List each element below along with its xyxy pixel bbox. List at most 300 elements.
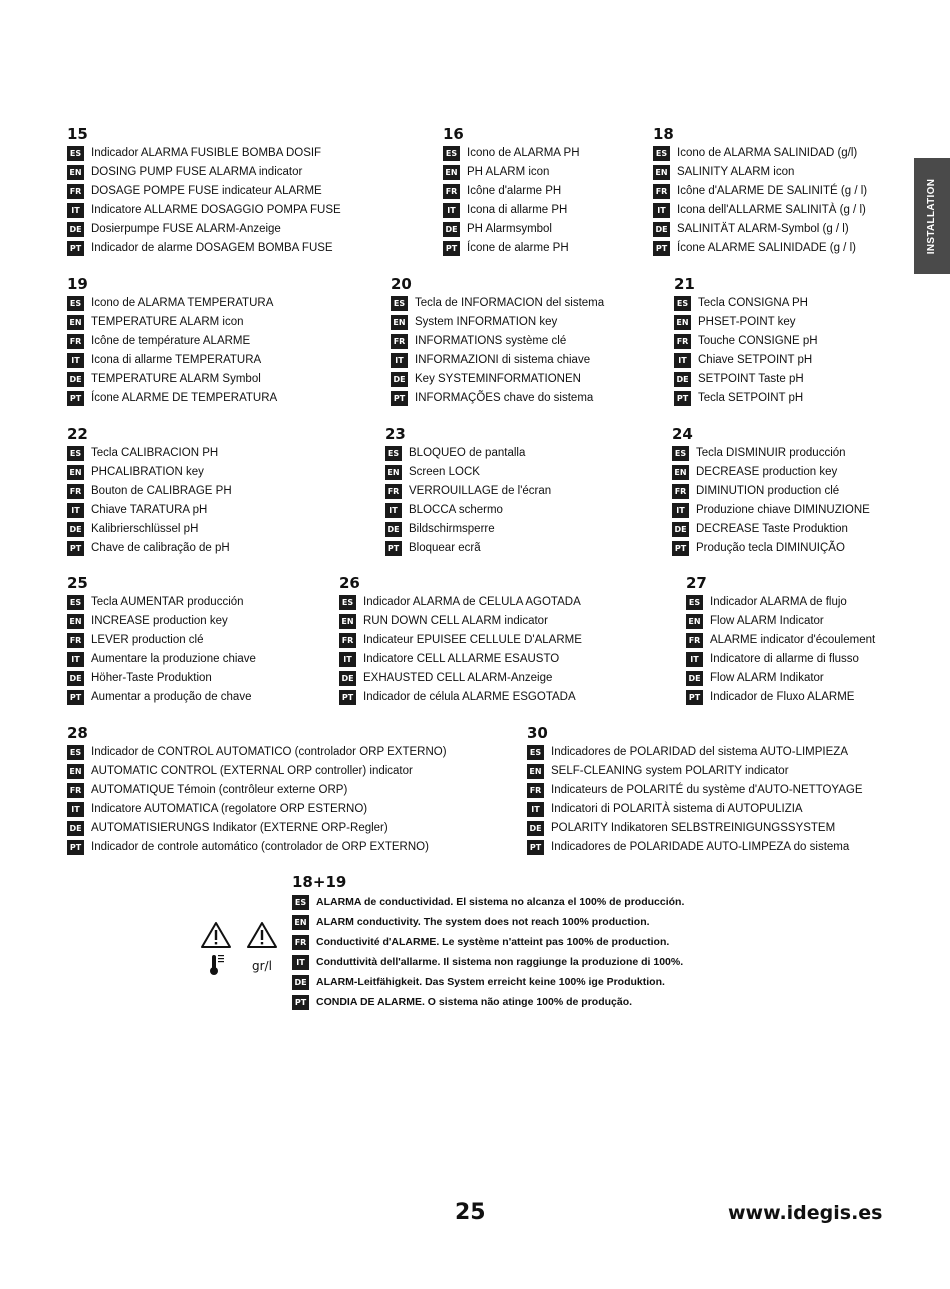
language-row bbox=[653, 220, 867, 239]
language-badge: FR bbox=[67, 783, 84, 798]
row-text: CONDIA DE ALARME. O sistema não atinge 100% de produção. bbox=[316, 995, 633, 1008]
language-row bbox=[653, 144, 867, 163]
row-text: Indicatore AUTOMATICA (regolatore ORP ESTERNO) bbox=[91, 803, 368, 815]
language-badge: EN bbox=[67, 165, 84, 180]
language-row bbox=[67, 482, 232, 501]
language-row bbox=[67, 743, 447, 762]
language-row bbox=[67, 612, 256, 631]
alarm-icons-group bbox=[200, 921, 290, 981]
language-badge: FR bbox=[653, 184, 670, 199]
language-row bbox=[674, 351, 818, 370]
language-badge: IT bbox=[339, 652, 356, 667]
row-text: LEVER production clé bbox=[91, 634, 204, 646]
row-text: RUN DOWN CELL ALARM indicator bbox=[363, 615, 548, 627]
block-number: 18 bbox=[653, 125, 674, 143]
row-text: Produzione chiave DIMINUZIONE bbox=[696, 504, 870, 516]
language-badge: PT bbox=[653, 241, 670, 256]
language-row bbox=[653, 201, 867, 220]
language-row bbox=[339, 650, 582, 669]
row-text: Bildschirmsperre bbox=[409, 523, 495, 535]
legend-block-24 bbox=[672, 426, 870, 558]
language-badge: PT bbox=[292, 995, 309, 1010]
language-badge: ES bbox=[67, 296, 84, 311]
side-tab-label: INSTALLATION bbox=[926, 178, 938, 254]
row-text: ALARME indicator d'écoulement bbox=[710, 634, 876, 646]
language-badge: ES bbox=[67, 595, 84, 610]
row-text: VERROUILLAGE de l'écran bbox=[409, 485, 552, 497]
row-text: Indicadores de POLARIDAD del sistema AUTO-LIMPIEZA bbox=[551, 746, 848, 758]
row-text: POLARITY Indikatoren SELBSTREINIGUNGSSYSTEM bbox=[551, 822, 836, 834]
block-number: 18+19 bbox=[292, 873, 347, 891]
language-badge: EN bbox=[67, 315, 84, 330]
language-row bbox=[674, 332, 818, 351]
language-row bbox=[339, 612, 582, 631]
language-row bbox=[527, 800, 863, 819]
language-row bbox=[385, 539, 551, 558]
row-text: DIMINUTION production clé bbox=[696, 485, 840, 497]
language-badge: ES bbox=[391, 296, 408, 311]
language-row bbox=[67, 593, 256, 612]
block-number: 22 bbox=[67, 425, 88, 443]
row-text: BLOQUEO de pantalla bbox=[409, 447, 526, 459]
language-row bbox=[67, 220, 341, 239]
language-badge: FR bbox=[292, 935, 309, 950]
thermometer-icon bbox=[210, 955, 224, 975]
language-row bbox=[67, 520, 232, 539]
language-badge: DE bbox=[67, 522, 84, 537]
language-row bbox=[385, 520, 551, 539]
language-row bbox=[67, 444, 232, 463]
legend-block-20 bbox=[391, 276, 604, 408]
row-text: TEMPERATURE ALARM icon bbox=[91, 316, 244, 328]
warning-triangle-icon bbox=[202, 923, 230, 947]
language-badge: EN bbox=[67, 614, 84, 629]
language-badge: IT bbox=[67, 203, 84, 218]
language-badge: IT bbox=[391, 353, 408, 368]
row-text: Ícone ALARME SALINIDADE (g / l) bbox=[677, 242, 856, 254]
legend-block-16 bbox=[443, 126, 580, 258]
language-badge: FR bbox=[339, 633, 356, 648]
language-row bbox=[292, 932, 684, 952]
icons-caption: gr/l bbox=[252, 959, 272, 973]
language-row bbox=[686, 669, 875, 688]
row-text: DOSING PUMP FUSE ALARMA indicator bbox=[91, 166, 303, 178]
language-badge: IT bbox=[67, 802, 84, 817]
block-number: 30 bbox=[527, 724, 548, 742]
block-number: 24 bbox=[672, 425, 693, 443]
language-row bbox=[653, 163, 867, 182]
language-badge: FR bbox=[67, 334, 84, 349]
language-row bbox=[67, 463, 232, 482]
row-text: AUTOMATIC CONTROL (EXTERNAL ORP controller) indicator bbox=[91, 765, 413, 777]
row-text: Kalibrierschlüssel pH bbox=[91, 523, 199, 535]
installation-side-tab bbox=[914, 158, 950, 274]
block-number: 27 bbox=[686, 574, 707, 592]
language-badge: DE bbox=[674, 372, 691, 387]
row-text: SALINITY ALARM icon bbox=[677, 166, 795, 178]
language-badge: EN bbox=[674, 315, 691, 330]
row-text: Indicador de Fluxo ALARME bbox=[710, 691, 855, 703]
block-number: 25 bbox=[67, 574, 88, 592]
language-row bbox=[686, 631, 875, 650]
language-row bbox=[686, 612, 875, 631]
block-number: 19 bbox=[67, 275, 88, 293]
language-badge: DE bbox=[391, 372, 408, 387]
language-badge: PT bbox=[67, 541, 84, 556]
legend-block-23 bbox=[385, 426, 551, 558]
language-row bbox=[67, 389, 277, 408]
language-row bbox=[67, 688, 256, 707]
legend-block-18-19 bbox=[292, 874, 684, 1012]
language-badge: FR bbox=[527, 783, 544, 798]
language-row bbox=[674, 389, 818, 408]
language-row bbox=[67, 669, 256, 688]
row-text: Bouton de CALIBRAGE PH bbox=[91, 485, 232, 497]
row-text: Chave de calibração de pH bbox=[91, 542, 230, 554]
row-text: Indicador de alarme DOSAGEM BOMBA FUSE bbox=[91, 242, 333, 254]
language-badge: PT bbox=[385, 541, 402, 556]
language-row bbox=[391, 313, 604, 332]
row-text: Bloquear ecrã bbox=[409, 542, 481, 554]
language-row bbox=[672, 520, 870, 539]
language-badge: DE bbox=[67, 372, 84, 387]
language-row bbox=[292, 972, 684, 992]
language-badge: ES bbox=[527, 745, 544, 760]
language-badge: IT bbox=[292, 955, 309, 970]
row-text: DECREASE Taste Produktion bbox=[696, 523, 848, 535]
language-badge: PT bbox=[67, 391, 84, 406]
language-badge: PT bbox=[67, 241, 84, 256]
language-row bbox=[67, 239, 341, 258]
language-badge: EN bbox=[67, 764, 84, 779]
language-badge: EN bbox=[67, 465, 84, 480]
language-row bbox=[653, 182, 867, 201]
language-badge: DE bbox=[672, 522, 689, 537]
block-number: 21 bbox=[674, 275, 695, 293]
language-row bbox=[67, 650, 256, 669]
language-badge: ES bbox=[292, 895, 309, 910]
block-number: 20 bbox=[391, 275, 412, 293]
row-text: ALARMA de conductividad. El sistema no alcanza el 100% de producción. bbox=[316, 895, 685, 908]
row-text: Icono de ALARMA PH bbox=[467, 147, 580, 159]
row-text: Aumentare la produzione chiave bbox=[91, 653, 256, 665]
block-number: 16 bbox=[443, 125, 464, 143]
language-badge: EN bbox=[443, 165, 460, 180]
language-badge: EN bbox=[672, 465, 689, 480]
row-text: Icono de ALARMA SALINIDAD (g/l) bbox=[677, 147, 858, 159]
language-badge: IT bbox=[67, 353, 84, 368]
language-badge: DE bbox=[686, 671, 703, 686]
row-text: Indicateur EPUISEE CELLULE D'ALARME bbox=[363, 634, 582, 646]
legend-block-26 bbox=[339, 575, 582, 707]
language-badge: IT bbox=[672, 503, 689, 518]
language-row bbox=[292, 992, 684, 1012]
language-row bbox=[67, 332, 277, 351]
language-row bbox=[674, 313, 818, 332]
row-text: TEMPERATURE ALARM Symbol bbox=[91, 373, 261, 385]
block-number: 26 bbox=[339, 574, 360, 592]
language-row bbox=[67, 501, 232, 520]
language-row bbox=[67, 313, 277, 332]
language-badge: PT bbox=[339, 690, 356, 705]
language-badge: ES bbox=[686, 595, 703, 610]
language-badge: PT bbox=[674, 391, 691, 406]
language-badge: DE bbox=[67, 821, 84, 836]
row-text: Icona dell'ALLARME SALINITÀ (g / l) bbox=[677, 204, 866, 216]
row-text: Indicador ALARMA de CELULA AGOTADA bbox=[363, 596, 581, 608]
row-text: BLOCCA schermo bbox=[409, 504, 503, 516]
language-row bbox=[443, 220, 580, 239]
language-row bbox=[339, 688, 582, 707]
language-badge: DE bbox=[292, 975, 309, 990]
language-badge: IT bbox=[385, 503, 402, 518]
language-badge: FR bbox=[672, 484, 689, 499]
language-badge: PT bbox=[527, 840, 544, 855]
language-row bbox=[443, 182, 580, 201]
block-number: 28 bbox=[67, 724, 88, 742]
row-text: Tecla DISMINUIR producción bbox=[696, 447, 846, 459]
row-text: PH Alarmsymbol bbox=[467, 223, 552, 235]
language-row bbox=[67, 201, 341, 220]
row-text: Icône de température ALARME bbox=[91, 335, 251, 347]
language-badge: EN bbox=[292, 915, 309, 930]
language-row bbox=[67, 539, 232, 558]
language-badge: FR bbox=[67, 633, 84, 648]
legend-block-25 bbox=[67, 575, 256, 707]
language-row bbox=[672, 539, 870, 558]
language-row bbox=[527, 781, 863, 800]
language-badge: ES bbox=[653, 146, 670, 161]
language-row bbox=[385, 463, 551, 482]
language-badge: FR bbox=[443, 184, 460, 199]
language-badge: ES bbox=[443, 146, 460, 161]
language-row bbox=[391, 332, 604, 351]
row-text: Icona di allarme TEMPERATURA bbox=[91, 354, 262, 366]
language-badge: EN bbox=[385, 465, 402, 480]
language-badge: ES bbox=[67, 446, 84, 461]
row-text: INFORMAZIONI di sistema chiave bbox=[415, 354, 591, 366]
language-row bbox=[686, 593, 875, 612]
language-row bbox=[391, 294, 604, 313]
language-badge: FR bbox=[67, 184, 84, 199]
language-badge: FR bbox=[674, 334, 691, 349]
language-row bbox=[385, 482, 551, 501]
language-row bbox=[67, 781, 447, 800]
language-row bbox=[67, 163, 341, 182]
language-badge: IT bbox=[67, 503, 84, 518]
language-badge: DE bbox=[339, 671, 356, 686]
row-text: Indicatore di allarme di flusso bbox=[710, 653, 859, 665]
block-number: 23 bbox=[385, 425, 406, 443]
row-text: Indicatore CELL ALLARME ESAUSTO bbox=[363, 653, 560, 665]
language-badge: DE bbox=[443, 222, 460, 237]
language-badge: EN bbox=[339, 614, 356, 629]
language-badge: IT bbox=[686, 652, 703, 667]
row-text: AUTOMATISIERUNGS Indikator (EXTERNE ORP-Regler) bbox=[91, 822, 388, 834]
row-text: DECREASE production key bbox=[696, 466, 838, 478]
row-text: ALARM-Leitfähigkeit. Das System erreicht keine 100% ige Produktion. bbox=[316, 975, 665, 988]
legend-block-27 bbox=[686, 575, 875, 707]
row-text: Flow ALARM Indicator bbox=[710, 615, 824, 627]
language-badge: DE bbox=[67, 222, 84, 237]
alarm-icons-svg bbox=[200, 921, 290, 981]
row-text: PHSET-POINT key bbox=[698, 316, 796, 328]
row-text: ALARM conductivity. The system does not reach 100% production. bbox=[316, 915, 650, 928]
row-text: Icona di allarme PH bbox=[467, 204, 568, 216]
language-row bbox=[67, 370, 277, 389]
row-text: Indicador ALARMA de flujo bbox=[710, 596, 847, 608]
row-text: Aumentar a produção de chave bbox=[91, 691, 252, 703]
language-badge: EN bbox=[686, 614, 703, 629]
language-row bbox=[527, 743, 863, 762]
language-row bbox=[67, 800, 447, 819]
row-text: Indicador ALARMA FUSIBLE BOMBA DOSIF bbox=[91, 147, 322, 159]
language-row bbox=[67, 182, 341, 201]
language-row bbox=[67, 294, 277, 313]
language-row bbox=[443, 144, 580, 163]
language-badge: ES bbox=[67, 146, 84, 161]
language-badge: IT bbox=[443, 203, 460, 218]
language-badge: PT bbox=[67, 690, 84, 705]
language-row bbox=[339, 669, 582, 688]
language-row bbox=[527, 838, 863, 857]
language-badge: ES bbox=[339, 595, 356, 610]
language-badge: PT bbox=[672, 541, 689, 556]
language-row bbox=[391, 389, 604, 408]
language-row bbox=[527, 762, 863, 781]
legend-block-15 bbox=[67, 126, 341, 258]
row-text: Key SYSTEMINFORMATIONEN bbox=[415, 373, 581, 385]
language-row bbox=[443, 239, 580, 258]
language-badge: PT bbox=[391, 391, 408, 406]
language-row bbox=[674, 294, 818, 313]
row-text: Tecla CONSIGNA PH bbox=[698, 297, 808, 309]
language-row bbox=[443, 201, 580, 220]
language-row bbox=[385, 444, 551, 463]
language-row bbox=[391, 351, 604, 370]
legend-block-18 bbox=[653, 126, 867, 258]
row-text: Produção tecla DIMINUIÇÃO bbox=[696, 542, 845, 554]
language-row bbox=[672, 482, 870, 501]
block-number: 15 bbox=[67, 125, 88, 143]
language-row bbox=[292, 952, 684, 972]
language-badge: FR bbox=[385, 484, 402, 499]
language-row bbox=[686, 650, 875, 669]
language-row bbox=[339, 593, 582, 612]
language-badge: FR bbox=[686, 633, 703, 648]
language-badge: IT bbox=[67, 652, 84, 667]
row-text: Indicador de controle automático (controlador de ORP EXTERNO) bbox=[91, 841, 429, 853]
language-badge: EN bbox=[391, 315, 408, 330]
row-text: AUTOMATIQUE Témoin (contrôleur externe ORP) bbox=[91, 784, 348, 796]
language-badge: FR bbox=[391, 334, 408, 349]
row-text: Flow ALARM Indikator bbox=[710, 672, 824, 684]
row-text: SALINITÄT ALARM-Symbol (g / l) bbox=[677, 223, 849, 235]
language-badge: PT bbox=[443, 241, 460, 256]
language-badge: EN bbox=[653, 165, 670, 180]
row-text: INFORMAÇÕES chave do sistema bbox=[415, 392, 594, 404]
language-badge: PT bbox=[686, 690, 703, 705]
row-text: Indicatori di POLARITÀ sistema di AUTOPULIZIA bbox=[551, 803, 803, 815]
row-text: System INFORMATION key bbox=[415, 316, 558, 328]
row-text: Icône d'ALARME DE SALINITÉ (g / l) bbox=[677, 185, 868, 197]
row-text: INCREASE production key bbox=[91, 615, 228, 627]
row-text: Höher-Taste Produktion bbox=[91, 672, 212, 684]
row-text: Indicateurs de POLARITÉ du système d'AUTO-NETTOYAGE bbox=[551, 784, 863, 796]
language-row bbox=[385, 501, 551, 520]
row-text: EXHAUSTED CELL ALARM-Anzeige bbox=[363, 672, 553, 684]
legend-block-30 bbox=[527, 725, 863, 857]
row-text: SELF-CLEANING system POLARITY indicator bbox=[551, 765, 789, 777]
row-text: PH ALARM icon bbox=[467, 166, 550, 178]
legend-block-19 bbox=[67, 276, 277, 408]
row-text: INFORMATIONS système clé bbox=[415, 335, 567, 347]
language-row bbox=[67, 838, 447, 857]
row-text: Icono de ALARMA TEMPERATURA bbox=[91, 297, 274, 309]
language-row bbox=[443, 163, 580, 182]
language-row bbox=[672, 444, 870, 463]
language-badge: ES bbox=[385, 446, 402, 461]
language-row bbox=[672, 501, 870, 520]
row-text: Tecla AUMENTAR producción bbox=[91, 596, 244, 608]
row-text: Icône d'alarme PH bbox=[467, 185, 562, 197]
row-text: Indicadores de POLARIDADE AUTO-LIMPEZA do sistema bbox=[551, 841, 850, 853]
row-text: Tecla CALIBRACION PH bbox=[91, 447, 219, 459]
row-text: DOSAGE POMPE FUSE indicateur ALARME bbox=[91, 185, 322, 197]
row-text: Chiave TARATURA pH bbox=[91, 504, 208, 516]
row-text: PHCALIBRATION key bbox=[91, 466, 204, 478]
row-text: SETPOINT Taste pH bbox=[698, 373, 804, 385]
language-row bbox=[672, 463, 870, 482]
row-text: Conductivité d'ALARME. Le système n'atteint pas 100% de production. bbox=[316, 935, 670, 948]
language-badge: DE bbox=[385, 522, 402, 537]
language-badge: DE bbox=[67, 671, 84, 686]
language-badge: DE bbox=[527, 821, 544, 836]
row-text: Chiave SETPOINT pH bbox=[698, 354, 813, 366]
language-row bbox=[674, 370, 818, 389]
row-text: Ícone de alarme PH bbox=[467, 242, 569, 254]
language-row bbox=[686, 688, 875, 707]
website-url: www.idegis.es bbox=[728, 1202, 883, 1224]
warning-triangle-icon bbox=[248, 923, 276, 947]
language-badge: DE bbox=[653, 222, 670, 237]
language-row bbox=[67, 819, 447, 838]
row-text: Tecla de INFORMACION del sistema bbox=[415, 297, 605, 309]
language-row bbox=[67, 144, 341, 163]
language-row bbox=[67, 762, 447, 781]
row-text: Dosierpumpe FUSE ALARM-Anzeige bbox=[91, 223, 281, 235]
language-row bbox=[653, 239, 867, 258]
language-badge: PT bbox=[67, 840, 84, 855]
row-text: Touche CONSIGNE pH bbox=[698, 335, 818, 347]
language-row bbox=[67, 351, 277, 370]
row-text: Ícone ALARME DE TEMPERATURA bbox=[91, 392, 278, 404]
language-row bbox=[292, 892, 684, 912]
language-badge: ES bbox=[672, 446, 689, 461]
language-row bbox=[292, 912, 684, 932]
legend-block-28 bbox=[67, 725, 447, 857]
language-badge: IT bbox=[674, 353, 691, 368]
language-row bbox=[67, 631, 256, 650]
row-text: Tecla SETPOINT pH bbox=[698, 392, 804, 404]
page-number: 25 bbox=[455, 1200, 486, 1225]
language-row bbox=[527, 819, 863, 838]
language-badge: FR bbox=[67, 484, 84, 499]
row-text: Conduttività dell'allarme. Il sistema non raggiunge la produzione di 100%. bbox=[316, 955, 684, 968]
row-text: Indicatore ALLARME DOSAGGIO POMPA FUSE bbox=[91, 204, 341, 216]
row-text: Indicador de CONTROL AUTOMATICO (controlador ORP EXTERNO) bbox=[91, 746, 447, 758]
language-row bbox=[339, 631, 582, 650]
